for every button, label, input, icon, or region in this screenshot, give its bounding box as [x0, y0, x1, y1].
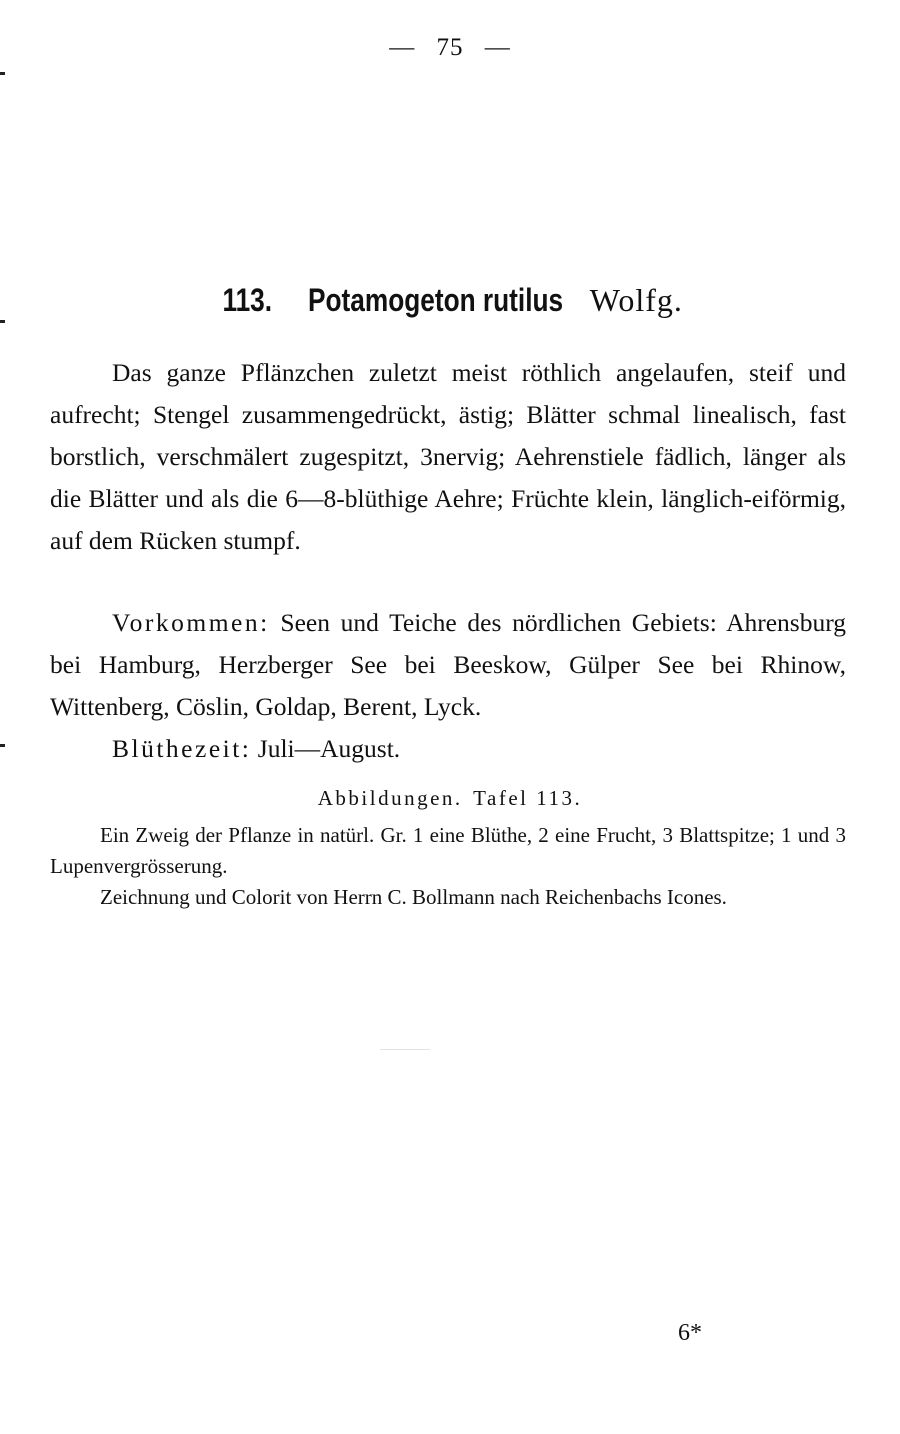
- faint-rule: [380, 1049, 430, 1050]
- illustrations-caption: [50, 820, 846, 882]
- page-number-dash-right: —: [484, 34, 511, 61]
- page-number: [0, 34, 900, 62]
- illustrations-title: [0, 786, 900, 811]
- flowering-paragraph: [50, 728, 846, 770]
- illustrations-credit: [50, 882, 846, 913]
- description-paragraph: Das ganze Pflänzchen zuletzt meist röthlich angelaufen, steif und aufrecht; Stengel zusammengedrückt, ästig; Blätter schmal linealisch, fast borstlich, verschmälert zugespitzt, 3nervig; Aehrenstiele fädlich, länger als die Blätter und als die 6—8-blüthige Aehre; Früchte klein, länglich-eiförmig, auf dem Rücken stumpf.: [50, 358, 846, 555]
- page-number-dash-left: —: [389, 34, 416, 61]
- page-number-value: 75: [436, 34, 464, 61]
- illustrations-plate: Tafel 113.: [473, 786, 583, 810]
- margin-mark: [0, 320, 5, 323]
- illustrations-label: Abbildungen.: [317, 786, 463, 810]
- flowering-label: Blüthezeit:: [112, 734, 252, 763]
- species-heading: [0, 282, 900, 320]
- occurrence-label: Vorkommen:: [112, 608, 270, 637]
- species-author: Wolfg.: [589, 282, 683, 318]
- occurrence-block: [50, 602, 846, 728]
- species-name: Potamogeton rutilus: [308, 282, 564, 318]
- signature-mark: 6*: [678, 1320, 702, 1346]
- species-number: 113.: [222, 282, 273, 318]
- margin-mark: [0, 744, 5, 747]
- occurrence-text: Seen und Teiche des nördlichen Gebiets: Ahrensburg bei Hamburg, Herzberger See bei Beeskow, Gülper See bei Rhinow, Wittenberg, Cöslin, Goldap, Berent, Lyck.: [50, 608, 846, 721]
- flowering-text: Juli—August.: [257, 734, 401, 763]
- flowering-block: [50, 728, 846, 770]
- margin-mark: [0, 72, 5, 75]
- illustrations-caption-line: Ein Zweig der Pflanze in natürl. Gr. 1 eine Blüthe, 2 eine Frucht, 3 Blattspitze; 1 und 3 Lupenvergrösserung.: [50, 823, 846, 878]
- description-block: [50, 352, 846, 562]
- illustrations-credit-line: Zeichnung und Colorit von Herrn C. Bollmann nach Reichenbachs Icones.: [100, 885, 727, 909]
- occurrence-paragraph: [50, 602, 846, 728]
